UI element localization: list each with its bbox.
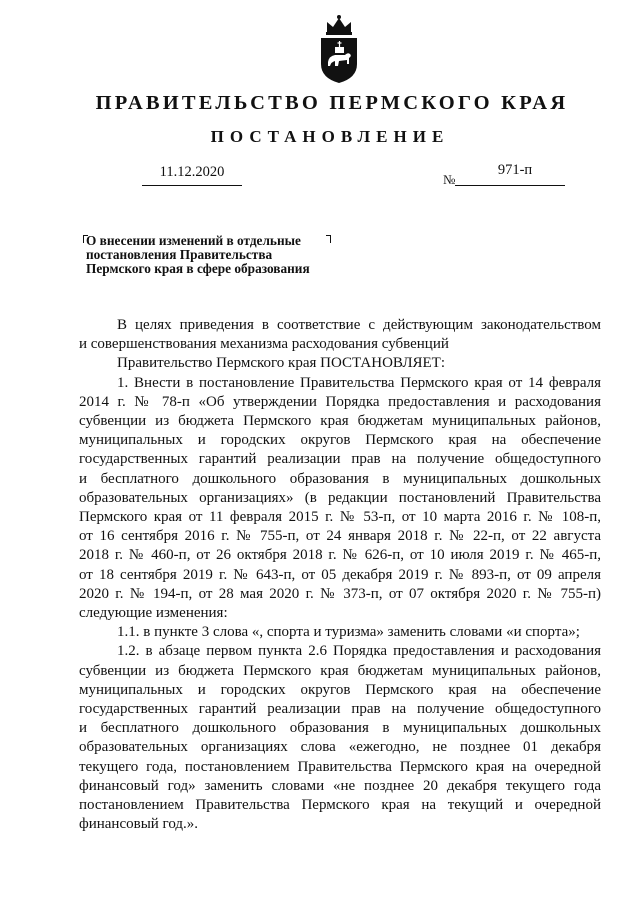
body-line: муниципальных и городских округов Пермского края на обеспечение <box>79 681 601 698</box>
document-type: ПОСТАНОВЛЕНИЕ <box>210 127 450 146</box>
body-line: следующие изменения: <box>79 605 228 622</box>
body-line: и бесплатного дошкольного образования в муниципальных дошкольных <box>79 470 601 487</box>
body-line: финансовый год.». <box>79 816 199 833</box>
subject-line: О внесении изменений в отдельные <box>86 233 301 248</box>
body-line: субвенции из бюджета Пермского края бюджетам муниципальных районов, <box>79 662 601 679</box>
coat-of-arms-icon <box>317 14 361 84</box>
body-line: государственных гарантий реализации прав на получение общедоступного <box>79 451 601 468</box>
body-line: 2020 г. № 194-п, от 28 мая 2020 г. № 373-п, от 07 октября 2020 г. № 755-п) <box>79 585 601 602</box>
document-body <box>79 316 601 834</box>
body-line: и бесплатного дошкольного образования в муниципальных дошкольных <box>79 720 601 737</box>
body-line: финансовый год» заменить словами «не позднее 20 декабря текущего года <box>79 777 601 794</box>
body-line: 1. Внести в постановление Правительства Пермского края от 14 февраля <box>117 374 601 391</box>
body-line: 1.2. в абзаце первом пункта 2.6 Порядка предоставления и расходования <box>117 643 601 660</box>
body-line: образовательных организациях слова «ежегодно, не позднее 01 декабря <box>79 739 601 756</box>
document-date: 11.12.2020 <box>159 164 225 180</box>
body-line: текущего года, постановлением Правительства Пермского края на очередной <box>79 758 601 775</box>
body-line: Правительство Пермского края ПОСТАНОВЛЯЕТ: <box>117 355 446 372</box>
body-line: муниципальных и городских округов Пермского края на обеспечение <box>79 432 601 449</box>
body-line: Пермского края от 11 февраля 2015 г. № 53-п, от 10 марта 2016 г. № 108-п, <box>79 509 601 526</box>
body-line: образовательных организациях» (в редакции постановлений Правительства <box>79 489 601 506</box>
number-underline <box>455 185 565 186</box>
subject-line: постановления Правительства <box>86 247 273 262</box>
organization-title: ПРАВИТЕЛЬСТВО ПЕРМСКОГО КРАЯ <box>95 92 569 114</box>
body-line: государственных гарантий реализации прав на получение общедоступного <box>79 701 601 718</box>
body-line: 2018 г. № 460-п, от 26 октября 2018 г. № 626-п, от 10 июля 2019 г. № 465-п, <box>79 547 601 564</box>
body-line: и совершенствования механизма расходования субвенций <box>79 336 449 353</box>
body-line: 2014 г. № 78-п «Об утверждении Порядка предоставления и расходования <box>79 393 601 410</box>
body-line: от 18 сентября 2019 г. № 643-п, от 05 декабря 2019 г. № 893-п, от 09 апреля <box>79 566 601 583</box>
body-line: от 16 сентября 2016 г. № 755-п, от 24 января 2018 г. № 22-п, от 22 августа <box>79 528 601 545</box>
document-subject <box>86 234 386 276</box>
body-line: субвенции из бюджета Пермского края бюджетам муниципальных районов, <box>79 413 601 430</box>
subject-line: Пермского края в сфере образования <box>86 261 310 276</box>
body-line: В целях приведения в соответствие с действующим законодательством <box>117 317 601 333</box>
number-sign: № <box>443 172 456 187</box>
document-number: 971-п <box>497 162 533 178</box>
body-line: постановлением Правительства Пермского края на текущий и очередной <box>79 797 601 814</box>
date-underline <box>142 185 242 186</box>
body-line: 1.1. в пункте 3 слова «, спорта и туризма» заменить словами «и спорта»; <box>117 624 580 641</box>
